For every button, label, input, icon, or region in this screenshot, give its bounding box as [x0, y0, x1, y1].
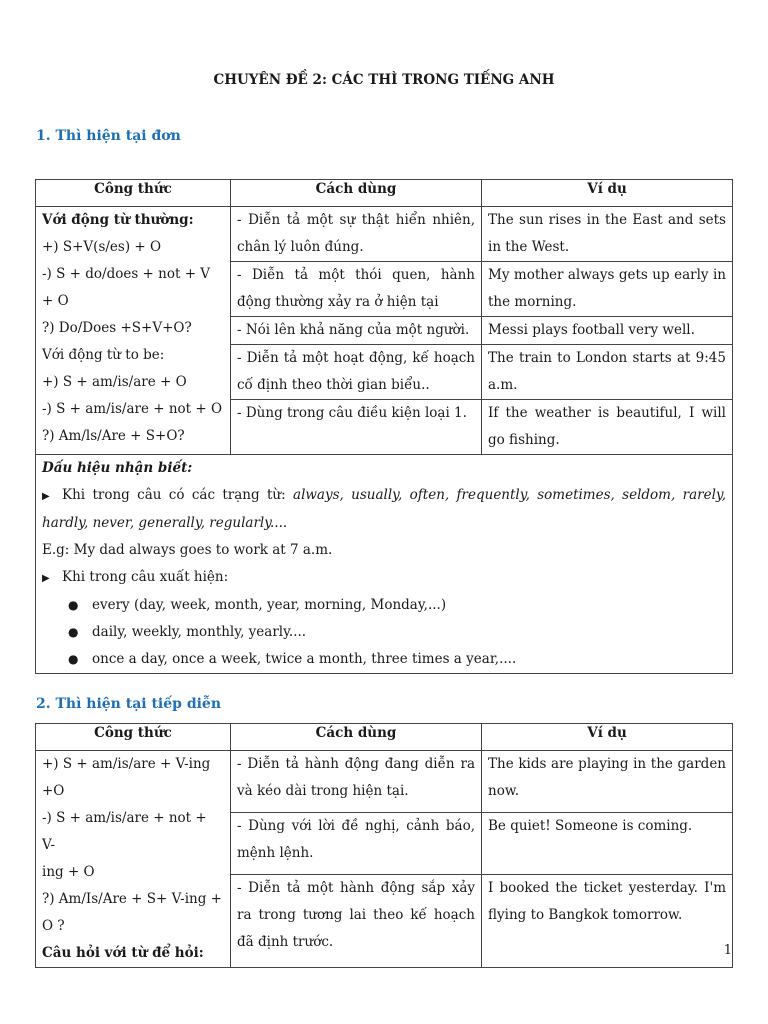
formula-line: +) S + am/is/are + O: [42, 374, 187, 390]
table-header-row: [36, 180, 733, 207]
section-2-heading: 2. Thì hiện tại tiếp diễn: [36, 696, 222, 712]
signs-item-time: ▶ Khi trong câu xuất hiện:: [42, 564, 726, 592]
signs-item-adverbs: ▶ Khi trong câu có các trạng từ: always, usually, often, frequently, sometimes, seldom, rarely, hardly, never, generally, regularly....: [42, 482, 726, 537]
formula-line: +) S+V(s/es) + O: [42, 239, 162, 255]
formula-line: -) S + am/is/are + not + O: [42, 401, 223, 417]
usage-cell: - Diễn tả một hành động sắp xảy ra trong tương lai theo kế hoạch đã định trước.: [231, 875, 482, 968]
signs-heading: Dấu hiệu nhận biết:: [42, 460, 193, 476]
header-example: Ví dụ: [482, 180, 733, 207]
list-item: ● daily, weekly, monthly, yearly....: [42, 619, 726, 646]
example-cell: The sun rises in the East and sets in the West.: [482, 207, 733, 262]
bullet-dot-icon: ●: [68, 625, 79, 639]
usage-cell: - Dùng trong câu điều kiện loại 1.: [231, 400, 482, 455]
triangle-bullet-icon: ▶: [42, 491, 50, 502]
example-cell: My mother always gets up early in the morning.: [482, 262, 733, 317]
usage-cell: - Diễn tả một sự thật hiển nhiên, chân lý luôn đúng.: [231, 207, 482, 262]
signs-example: E.g: My dad always goes to work at 7 a.m.: [42, 542, 333, 558]
formula-line: ing + O: [42, 864, 95, 880]
table-header-row: [36, 724, 733, 751]
formula-line: -) S + am/is/are + not + V-: [42, 810, 207, 853]
triangle-bullet-icon: ▶: [42, 573, 50, 584]
page-number: 1: [723, 943, 732, 958]
example-cell: I booked the ticket yesterday. I'm flying to Bangkok tomorrow.: [482, 875, 733, 968]
document-title: CHUYÊN ĐỀ 2: CÁC THÌ TRONG TIẾNG ANH: [213, 72, 555, 88]
usage-cell: - Diễn tả một thói quen, hành động thường xảy ra ở hiện tại: [231, 262, 482, 317]
header-usage: Cách dùng: [231, 724, 482, 751]
question-heading: Câu hỏi với từ để hỏi:: [42, 945, 204, 961]
formula-cell: [36, 207, 231, 455]
present-continuous-table: [35, 723, 733, 968]
signs-cell: [36, 455, 733, 674]
formula-line: O ?: [42, 918, 65, 934]
be-heading: Với động từ to be:: [42, 347, 165, 363]
example-cell: The kids are playing in the garden now.: [482, 751, 733, 813]
formula-line: ?) Am/Is/Are + S+ V-ing +: [42, 891, 222, 907]
formula-line: +) S + am/is/are + V-ing +O: [42, 756, 211, 799]
formula-line: ?) Do/Does +S+V+O?: [42, 320, 192, 336]
formula-line: -) S + do/does + not + V + O: [42, 266, 211, 309]
list-item: ● once a day, once a week, twice a month, three times a year,....: [42, 646, 726, 673]
usage-cell: - Diễn tả một hoạt động, kế hoạch cố định theo thời gian biểu..: [231, 345, 482, 400]
usage-cell: - Diễn tả hành động đang diễn ra và kéo dài trong hiện tại.: [231, 751, 482, 813]
usage-cell: - Nói lên khả năng của một người.: [231, 317, 482, 345]
header-formula: Công thức: [36, 724, 231, 751]
bullet-dot-icon: ●: [68, 652, 79, 666]
verb-heading: Với động từ thường:: [42, 212, 194, 228]
header-formula: Công thức: [36, 180, 231, 207]
example-cell: The train to London starts at 9:45 a.m.: [482, 345, 733, 400]
example-cell: Be quiet! Someone is coming.: [482, 813, 733, 875]
example-cell: Messi plays football very well.: [482, 317, 733, 345]
example-cell: If the weather is beautiful, I will go fishing.: [482, 400, 733, 455]
simple-present-table: [35, 179, 733, 674]
usage-cell: - Dùng với lời đề nghị, cảnh báo, mệnh lệnh.: [231, 813, 482, 875]
header-example: Ví dụ: [482, 724, 733, 751]
table-row: [36, 207, 733, 262]
header-usage: Cách dùng: [231, 180, 482, 207]
formula-line: ?) Am/ls/Are + S+O?: [42, 428, 185, 444]
section-1-heading: 1. Thì hiện tại đơn: [36, 128, 181, 144]
formula-cell: [36, 751, 231, 968]
signs-row: [36, 455, 733, 674]
table-row: [36, 751, 733, 813]
bullet-dot-icon: ●: [68, 598, 79, 612]
list-item: ● every (day, week, month, year, morning, Monday,...): [42, 592, 726, 619]
adverb-list: always, usually, often, frequently, sometimes, seldom, rarely, hardly, never, generally, regularly....: [42, 487, 727, 531]
